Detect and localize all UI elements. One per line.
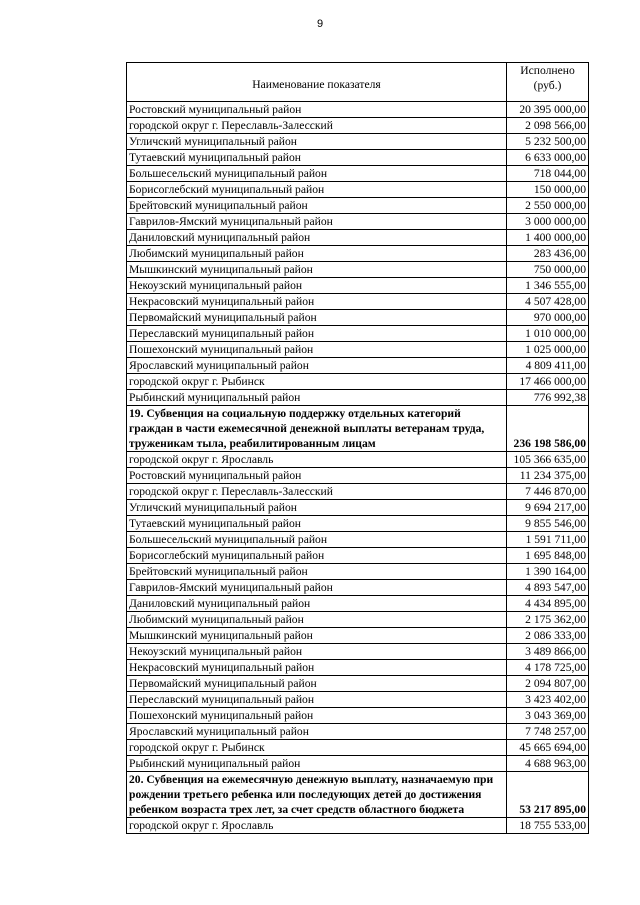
row-name: Даниловский муниципальный район [127, 596, 507, 612]
table-row [127, 278, 589, 294]
row-name: Мышкинский муниципальный район [127, 628, 507, 644]
row-name: Угличский муниципальный район [127, 134, 507, 150]
row-value: 18 755 533,00 [507, 818, 589, 834]
table-row [127, 310, 589, 326]
row-name: Некрасовский муниципальный район [127, 294, 507, 310]
row-value: 4 809 411,00 [507, 358, 589, 374]
table-row [127, 756, 589, 772]
row-name: Гаврилов-Ямский муниципальный район [127, 214, 507, 230]
row-name: городской округ г. Ярославль [127, 452, 507, 468]
row-value: 3 423 402,00 [507, 692, 589, 708]
row-value: 776 992,38 [507, 390, 589, 406]
row-value: 4 893 547,00 [507, 580, 589, 596]
table-row [127, 548, 589, 564]
row-name: Рыбинский муниципальный район [127, 756, 507, 772]
row-value: 4 434 895,00 [507, 596, 589, 612]
row-name: Пошехонский муниципальный район [127, 342, 507, 358]
budget-table [126, 62, 589, 834]
row-value: 3 043 369,00 [507, 708, 589, 724]
table-row [127, 214, 589, 230]
row-name: Рыбинский муниципальный район [127, 390, 507, 406]
row-value: 53 217 895,00 [507, 772, 589, 818]
row-value: 3 000 000,00 [507, 214, 589, 230]
table-row [127, 468, 589, 484]
row-value: 11 234 375,00 [507, 468, 589, 484]
table-row [127, 342, 589, 358]
table-row [127, 500, 589, 516]
row-value: 970 000,00 [507, 310, 589, 326]
row-name: Ростовский муниципальный район [127, 468, 507, 484]
header-value: Исполнено (руб.) [507, 63, 589, 102]
table-row [127, 660, 589, 676]
row-name: Даниловский муниципальный район [127, 230, 507, 246]
row-name: Гаврилов-Ямский муниципальный район [127, 580, 507, 596]
row-name: городской округ г. Рыбинск [127, 374, 507, 390]
table-row [127, 262, 589, 278]
table-row [127, 182, 589, 198]
row-name: Некоузский муниципальный район [127, 278, 507, 294]
row-value: 4 688 963,00 [507, 756, 589, 772]
table-row [127, 740, 589, 756]
row-value: 1 025 000,00 [507, 342, 589, 358]
row-value: 4 178 725,00 [507, 660, 589, 676]
table-row [127, 596, 589, 612]
row-value: 718 044,00 [507, 166, 589, 182]
row-value: 7 446 870,00 [507, 484, 589, 500]
table-row [127, 134, 589, 150]
row-name: Большесельский муниципальный район [127, 532, 507, 548]
row-name: Пошехонский муниципальный район [127, 708, 507, 724]
row-value: 4 507 428,00 [507, 294, 589, 310]
table-row [127, 580, 589, 596]
row-value: 9 855 546,00 [507, 516, 589, 532]
table-row [127, 102, 589, 118]
row-value: 1 346 555,00 [507, 278, 589, 294]
table-row [127, 294, 589, 310]
row-value: 2 175 362,00 [507, 612, 589, 628]
row-name: Угличский муниципальный район [127, 500, 507, 516]
table-row [127, 612, 589, 628]
table-row [127, 246, 589, 262]
table-row [127, 452, 589, 468]
row-name: Мышкинский муниципальный район [127, 262, 507, 278]
row-name: Переславский муниципальный район [127, 692, 507, 708]
row-value: 236 198 586,00 [507, 406, 589, 452]
row-name: Борисоглебский муниципальный район [127, 182, 507, 198]
row-value: 1 400 000,00 [507, 230, 589, 246]
table-body [127, 102, 589, 834]
table-row [127, 166, 589, 182]
row-name: Первомайский муниципальный район [127, 676, 507, 692]
table-row [127, 564, 589, 580]
row-value: 45 665 694,00 [507, 740, 589, 756]
table-row [127, 230, 589, 246]
row-value: 9 694 217,00 [507, 500, 589, 516]
row-name: Тутаевский муниципальный район [127, 150, 507, 166]
table-row [127, 326, 589, 342]
page-number: 9 [316, 18, 324, 30]
section-row [127, 772, 589, 818]
table-row [127, 818, 589, 834]
row-value: 7 748 257,00 [507, 724, 589, 740]
row-name: 20. Субвенция на ежемесячную денежную выплату, назначаемую при рождении третьего ребенка или последующих детей до достижения ребенком возраста трех лет, за счет средств областного бюджета [127, 772, 507, 818]
header-name: Наименование показателя [127, 63, 507, 102]
row-value: 2 094 807,00 [507, 676, 589, 692]
row-value: 283 436,00 [507, 246, 589, 262]
row-name: Любимский муниципальный район [127, 246, 507, 262]
row-name: Брейтовский муниципальный район [127, 198, 507, 214]
row-value: 105 366 635,00 [507, 452, 589, 468]
table-header-row [127, 63, 589, 102]
row-value: 3 489 866,00 [507, 644, 589, 660]
row-name: Некоузский муниципальный район [127, 644, 507, 660]
table-row [127, 118, 589, 134]
row-value: 1 695 848,00 [507, 548, 589, 564]
row-value: 20 395 000,00 [507, 102, 589, 118]
table-row [127, 390, 589, 406]
row-name: Любимский муниципальный район [127, 612, 507, 628]
row-name: городской округ г. Ярославль [127, 818, 507, 834]
row-name: Ярославский муниципальный район [127, 358, 507, 374]
row-value: 6 633 000,00 [507, 150, 589, 166]
row-value: 150 000,00 [507, 182, 589, 198]
row-value: 5 232 500,00 [507, 134, 589, 150]
row-name: Ярославский муниципальный район [127, 724, 507, 740]
section-row [127, 406, 589, 452]
table-row [127, 484, 589, 500]
row-name: городской округ г. Переславль-Залесский [127, 118, 507, 134]
table-row [127, 676, 589, 692]
table-row [127, 724, 589, 740]
row-name: Большесельский муниципальный район [127, 166, 507, 182]
row-value: 1 591 711,00 [507, 532, 589, 548]
row-name: Ростовский муниципальный район [127, 102, 507, 118]
row-name: Брейтовский муниципальный район [127, 564, 507, 580]
table-row [127, 516, 589, 532]
row-name: 19. Субвенция на социальную поддержку отдельных категорий граждан в части ежемесячной денежной выплаты ветеранам труда, труженикам тыла, реабилитированным лицам [127, 406, 507, 452]
row-value: 1 010 000,00 [507, 326, 589, 342]
table-row [127, 150, 589, 166]
row-name: Борисоглебский муниципальный район [127, 548, 507, 564]
table-row [127, 708, 589, 724]
table-row [127, 692, 589, 708]
row-name: Некрасовский муниципальный район [127, 660, 507, 676]
row-name: Первомайский муниципальный район [127, 310, 507, 326]
row-name: городской округ г. Переславль-Залесский [127, 484, 507, 500]
table-row [127, 628, 589, 644]
table-row [127, 532, 589, 548]
table-row [127, 198, 589, 214]
table-row [127, 374, 589, 390]
row-name: Переславский муниципальный район [127, 326, 507, 342]
row-value: 1 390 164,00 [507, 564, 589, 580]
row-value: 2 550 000,00 [507, 198, 589, 214]
row-value: 2 098 566,00 [507, 118, 589, 134]
table-row [127, 644, 589, 660]
table-row [127, 358, 589, 374]
row-value: 2 086 333,00 [507, 628, 589, 644]
row-value: 17 466 000,00 [507, 374, 589, 390]
row-value: 750 000,00 [507, 262, 589, 278]
row-name: городской округ г. Рыбинск [127, 740, 507, 756]
row-name: Тутаевский муниципальный район [127, 516, 507, 532]
